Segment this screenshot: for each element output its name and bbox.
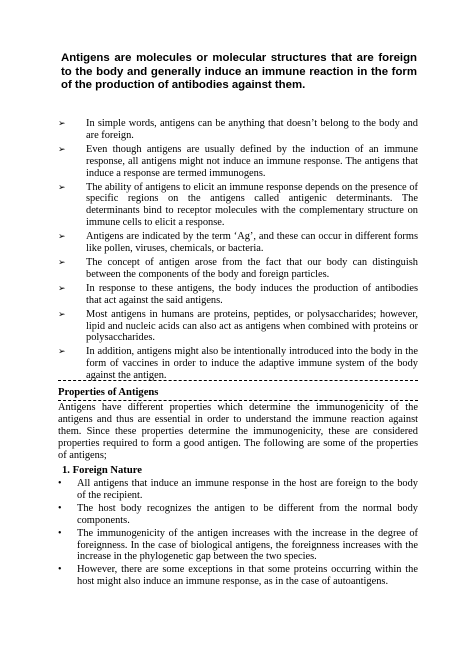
bullet-icon: • [58,564,62,576]
list-item-text: All antigens that induce an immune response in the host are foreign to the body of the recipient. [77,478,418,501]
list-item-text: The immunogenicity of the antigen increases with the increase in the degree of foreignness. In the case of biological antigens, the foreignness increases with the increase in the phylogenetic gap between the two species. [77,527,418,563]
list-item [58,564,418,588]
list-item [58,309,418,345]
arrow-bullet-icon: ➢ [58,256,66,267]
list-item [58,144,418,180]
list-item [58,528,418,564]
list-item-text: The host body recognizes the antigen to be different from the normal body components. [77,502,418,526]
list-item-text: In response to these antigens, the body induces the production of antibodies that act against the said antigens. [86,282,418,306]
list-item-text: Antigens are indicated by the term ‘Ag’, and these can occur in different forms like pollen, viruses, chemicals, or bacteria. [86,231,418,255]
bullet-icon: • [58,478,62,489]
arrow-bullet-icon: ➢ [58,346,66,357]
section-heading: Properties of Antigens [58,387,418,401]
intro-paragraph: Antigens are molecules or molecular structures that are foreign to the body and generally induce an immune reaction in the form of the production of antibodies against them. [61,52,417,92]
list-item [58,231,418,255]
antigen-facts-list [58,118,418,384]
list-item-text: Even though antigens are usually defined by the induction of an immune response, all antigens might not induce an immune response. The antigens that induce a response are termed immunogens. [86,143,418,179]
arrow-bullet-icon: ➢ [58,308,66,319]
bullet-icon: • [58,527,62,539]
arrow-bullet-icon: ➢ [58,118,66,128]
arrow-bullet-icon: ➢ [58,181,66,192]
list-item [58,503,418,527]
list-item-text: The concept of antigen arose from the fact that our body can distinguish between the components of the body and foreign particles. [86,256,418,280]
arrow-bullet-icon: ➢ [58,143,66,154]
foreign-nature-list [58,478,418,589]
dashed-divider [58,380,418,381]
arrow-bullet-icon: ➢ [58,231,66,242]
list-item [58,478,418,502]
list-item [58,346,418,382]
list-item-text: The ability of antigens to elicit an immune response depends on the presence of specific regions on the antigens called antigenic determinants. The determinants bind to receptor molecules with the complementary structure on immune cells to elicit a response. [86,181,418,229]
list-item-text: Most antigens in humans are proteins, peptides, or polysaccharides; however, lipid and nucleic acids can also act as antigens when combined with proteins or polysaccharides. [86,308,418,344]
subsection-heading: 1. Foreign Nature [62,465,142,476]
list-item [58,118,418,142]
list-item [58,257,418,281]
list-item-text: In addition, antigens might also be intentionally introduced into the body in the form of vaccines in order to induce the adaptive immune system of the body against the antigen. [86,346,418,382]
bullet-icon: • [58,502,62,514]
properties-paragraph: Antigens have different properties which determine the immunogenicity of the antigens and thus are essential in order to understand the immune reaction against them. Since these properties determine the immunogenicity, these are considered properties required to form a good antigen. The following are some of the properties of antigens; [58,402,418,461]
list-item [58,283,418,307]
list-item [58,182,418,230]
list-item-text: In simple words, antigens can be anything that doesn’t belong to the body and are foreign. [86,118,418,141]
list-item-text: However, there are some exceptions in that some proteins occurring within the host might also induce an immune response, as in the case of autoantigens. [77,564,418,588]
arrow-bullet-icon: ➢ [58,282,66,293]
